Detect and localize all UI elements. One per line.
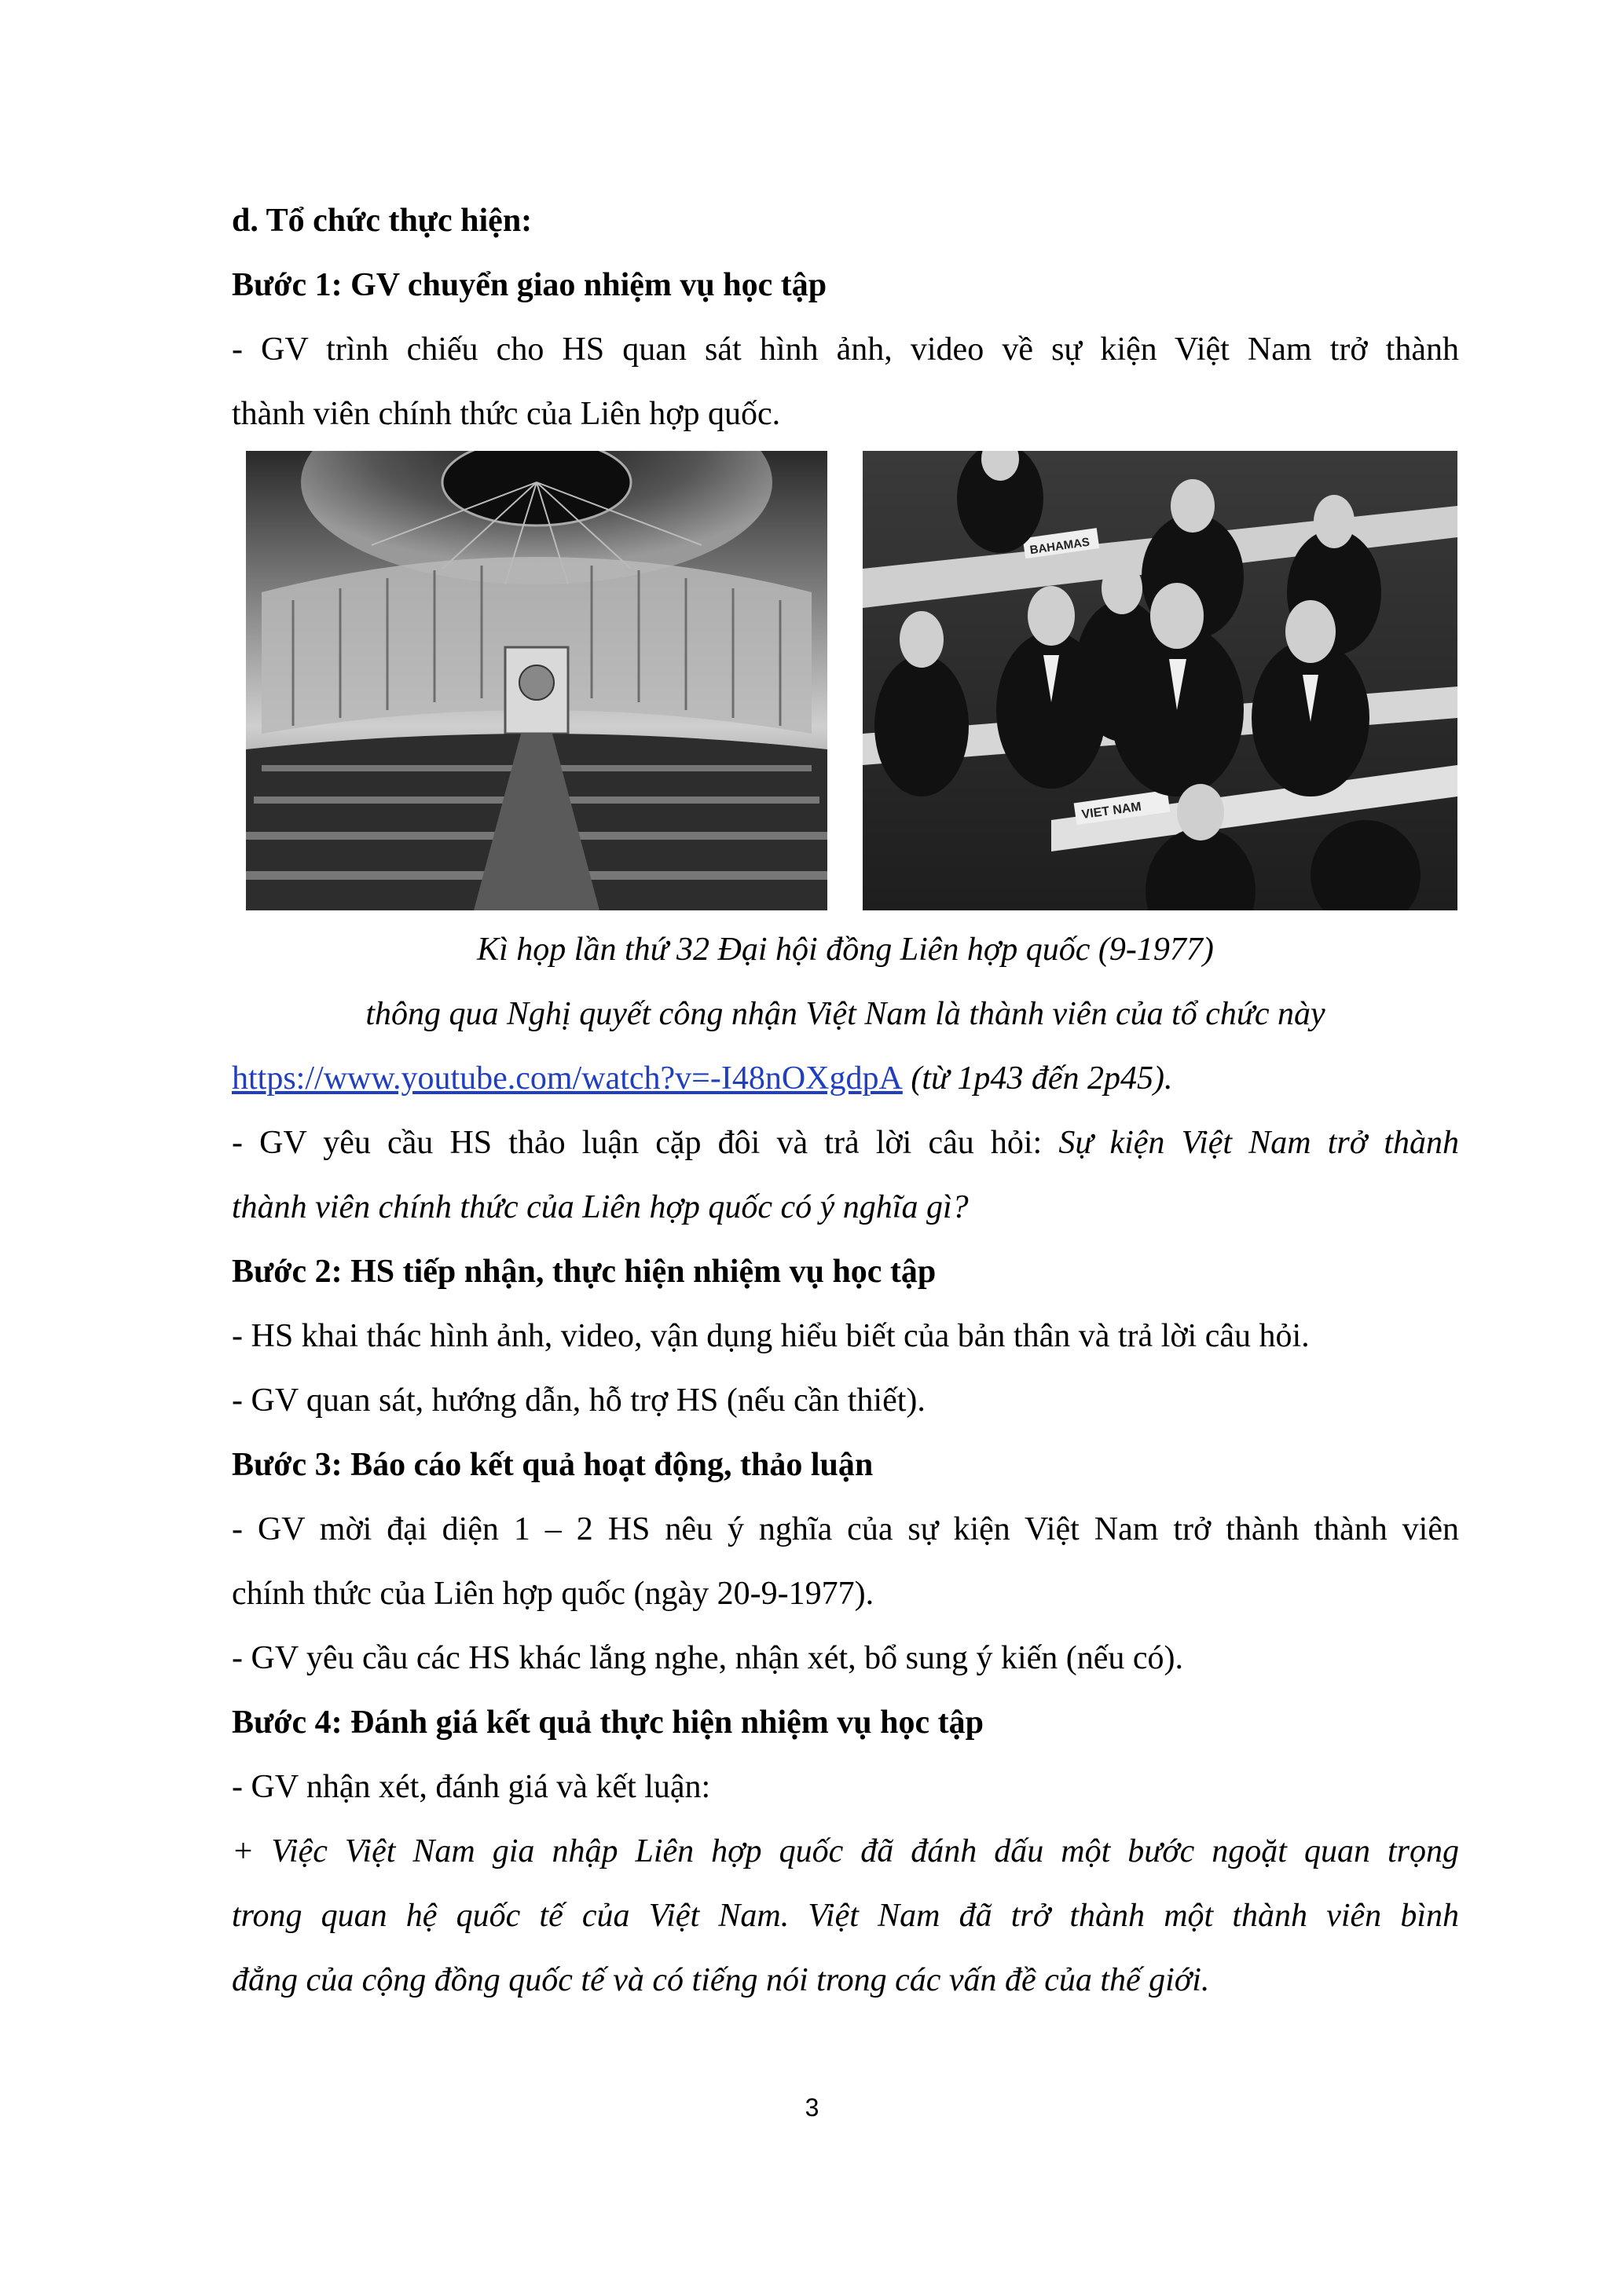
conclusion-line2: trong quan hệ quốc tế của Việt Nam. Việt Nam đã trở thành một thành viên bình (232, 1898, 1459, 1934)
video-time-note: (từ 1p43 đến 2p45). (902, 1060, 1173, 1097)
step4-title: Bước 4: Đánh giá kết quả thực hiện nhiệm vụ học tập (232, 1705, 984, 1741)
caption-line2: thông qua Nghị quyết công nhận Việt Nam là thành viên của tổ chức này (365, 996, 1325, 1032)
section-heading: d. Tổ chức thực hiện: (232, 203, 533, 239)
step3-line2: chính thức của Liên hợp quốc (ngày 20-9-1977). (232, 1576, 874, 1612)
conclusion-line3: đẳng của cộng đồng quốc tế và có tiếng nói trong các vấn đề của thế giới. (232, 1962, 1210, 1998)
conclusion-line1: + Việc Việt Nam gia nhập Liên hợp quốc đã đánh dấu một bước ngoặt quan trọng (232, 1833, 1459, 1869)
step1-question-line2: thành viên chính thức của Liên hợp quốc có ý nghĩa gì? (232, 1189, 969, 1225)
step2-line1: - HS khai thác hình ảnh, video, vận dụng hiểu biết của bản thân và trả lời câu hỏi. (232, 1318, 1310, 1354)
step1-title: Bước 1: GV chuyển giao nhiệm vụ học tập (232, 267, 827, 303)
step1-paragraph-line2: thành viên chính thức của Liên hợp quốc. (232, 396, 781, 432)
step3-line1: - GV mời đại diện 1 – 2 HS nêu ý nghĩa của sự kiện Việt Nam trở thành thành viên (232, 1511, 1459, 1547)
question-intro: - GV yêu cầu HS thảo luận cặp đôi và trả lời câu hỏi: (232, 1125, 1059, 1161)
document-page (232, 189, 1459, 2012)
step3-title: Bước 3: Báo cáo kết quả hoạt động, thảo luận (232, 1447, 874, 1483)
step3-line3: - GV yêu cầu các HS khác lắng nghe, nhận xét, bổ sung ý kiến (nếu có). (232, 1640, 1184, 1676)
youtube-video-link[interactable]: https://www.youtube.com/watch?v=-I48nOXgdpA (232, 1060, 903, 1097)
step1-question-line1 (232, 1111, 1459, 1175)
photo-pair (232, 451, 1459, 914)
step1-paragraph-line1: - GV trình chiếu cho HS quan sát hình ảnh, video về sự kiện Việt Nam trở thành (232, 331, 1459, 368)
step4-line1: - GV nhận xét, đánh giá và kết luận: (232, 1769, 711, 1805)
vietnam-sign: VIET NAM (1080, 800, 1142, 822)
page-number: 3 (805, 2093, 819, 2122)
step2-line2: - GV quan sát, hướng dẫn, hỗ trợ HS (nếu cần thiết). (232, 1382, 926, 1419)
question-text-start: Sự kiện Việt Nam trở thành (1058, 1125, 1459, 1161)
vietnam-delegation-photo (863, 451, 1457, 910)
step2-title: Bước 2: HS tiếp nhận, thực hiện nhiệm vụ học tập (232, 1254, 937, 1290)
caption-line1: Kì họp lần thứ 32 Đại hội đồng Liên hợp quốc (9-1977) (477, 932, 1214, 968)
bahamas-sign: BAHAMAS (1028, 535, 1091, 558)
video-link-line (232, 1046, 1459, 1111)
general-assembly-hall-photo (246, 451, 827, 910)
